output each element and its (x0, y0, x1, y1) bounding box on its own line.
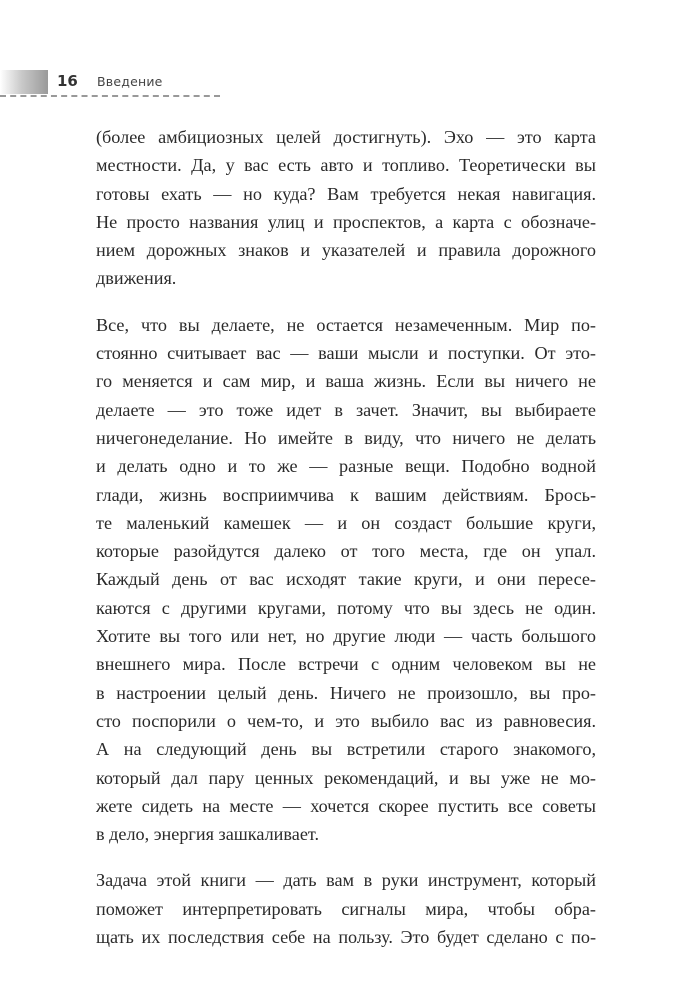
text-line: которые разойдутся далеко от того места, где он упал. (96, 541, 596, 562)
text-line: Все, что вы делаете, не остается незамеченным. Мир по- (96, 314, 596, 335)
text-line: те маленький камешек — и он создаст большие круги, (96, 512, 596, 533)
text-line: Не просто названия улиц и проспектов, а карта с обозначе- (96, 211, 596, 232)
text-line: Задача этой книги — дать вам в руки инструмент, который (96, 870, 596, 891)
section-title: Введение (97, 74, 163, 89)
text-line: движения. (96, 268, 177, 289)
page-number: 16 (57, 72, 78, 90)
text-line: каются с другими кругами, потому что вы здесь не один. (96, 597, 596, 618)
text-line: Каждый день от вас исходят такие круги, и они пересе- (96, 569, 596, 590)
paragraph-2 (96, 311, 596, 849)
text-line: ничегонеделание. Но имейте в виду, что ничего не делать (96, 427, 596, 448)
running-header (0, 70, 230, 100)
text-line: поможет интерпретировать сигналы мира, чтобы обра- (96, 898, 596, 919)
text-line: сто поспорили о чем-то, и это выбило вас из равновесия. (96, 710, 596, 731)
text-line: нием дорожных знаков и указателей и правила дорожного (96, 240, 596, 261)
text-line: делаете — это тоже идет в зачет. Значит, вы выбираете (96, 399, 596, 420)
header-dashed-rule (0, 95, 220, 97)
text-line: готовы ехать — но куда? Вам требуется некая навигация. (96, 183, 596, 204)
text-line: и делать одно и то же — разные вещи. Подобно водной (96, 456, 596, 477)
text-line: в настроении целый день. Ничего не произошло, вы про- (96, 682, 596, 703)
header-gradient-bar (0, 70, 48, 94)
text-line: в дело, энергия зашкаливает. (96, 824, 320, 845)
text-line: глади, жизнь восприимчива к вашим действиям. Брось- (96, 484, 596, 505)
text-line: А на следующий день вы встретили старого знакомого, (96, 739, 596, 760)
text-line: Хотите вы того или нет, но другие люди — часть большого (96, 626, 596, 647)
text-line: жете сидеть на месте — хочется скорее пустить все советы (96, 795, 596, 816)
paragraph-3 (96, 866, 596, 951)
body-text (96, 123, 596, 969)
text-line: стоянно считывает вас — ваши мысли и поступки. От это- (96, 343, 596, 364)
text-line: (более амбициозных целей достигнуть). Эхо — это карта (96, 127, 596, 147)
text-line: внешнего мира. После встречи с одним человеком вы не (96, 654, 596, 675)
text-line: щать их последствия себе на пользу. Это будет сделано с по- (96, 927, 596, 948)
text-line: местности. Да, у вас есть авто и топливо. Теоретически вы (96, 155, 596, 176)
paragraph-1 (96, 123, 596, 293)
text-line: го меняется и сам мир, и ваша жизнь. Если вы ничего не (96, 371, 596, 392)
text-line: который дал пару ценных рекомендаций, и вы уже не мо- (96, 767, 596, 788)
